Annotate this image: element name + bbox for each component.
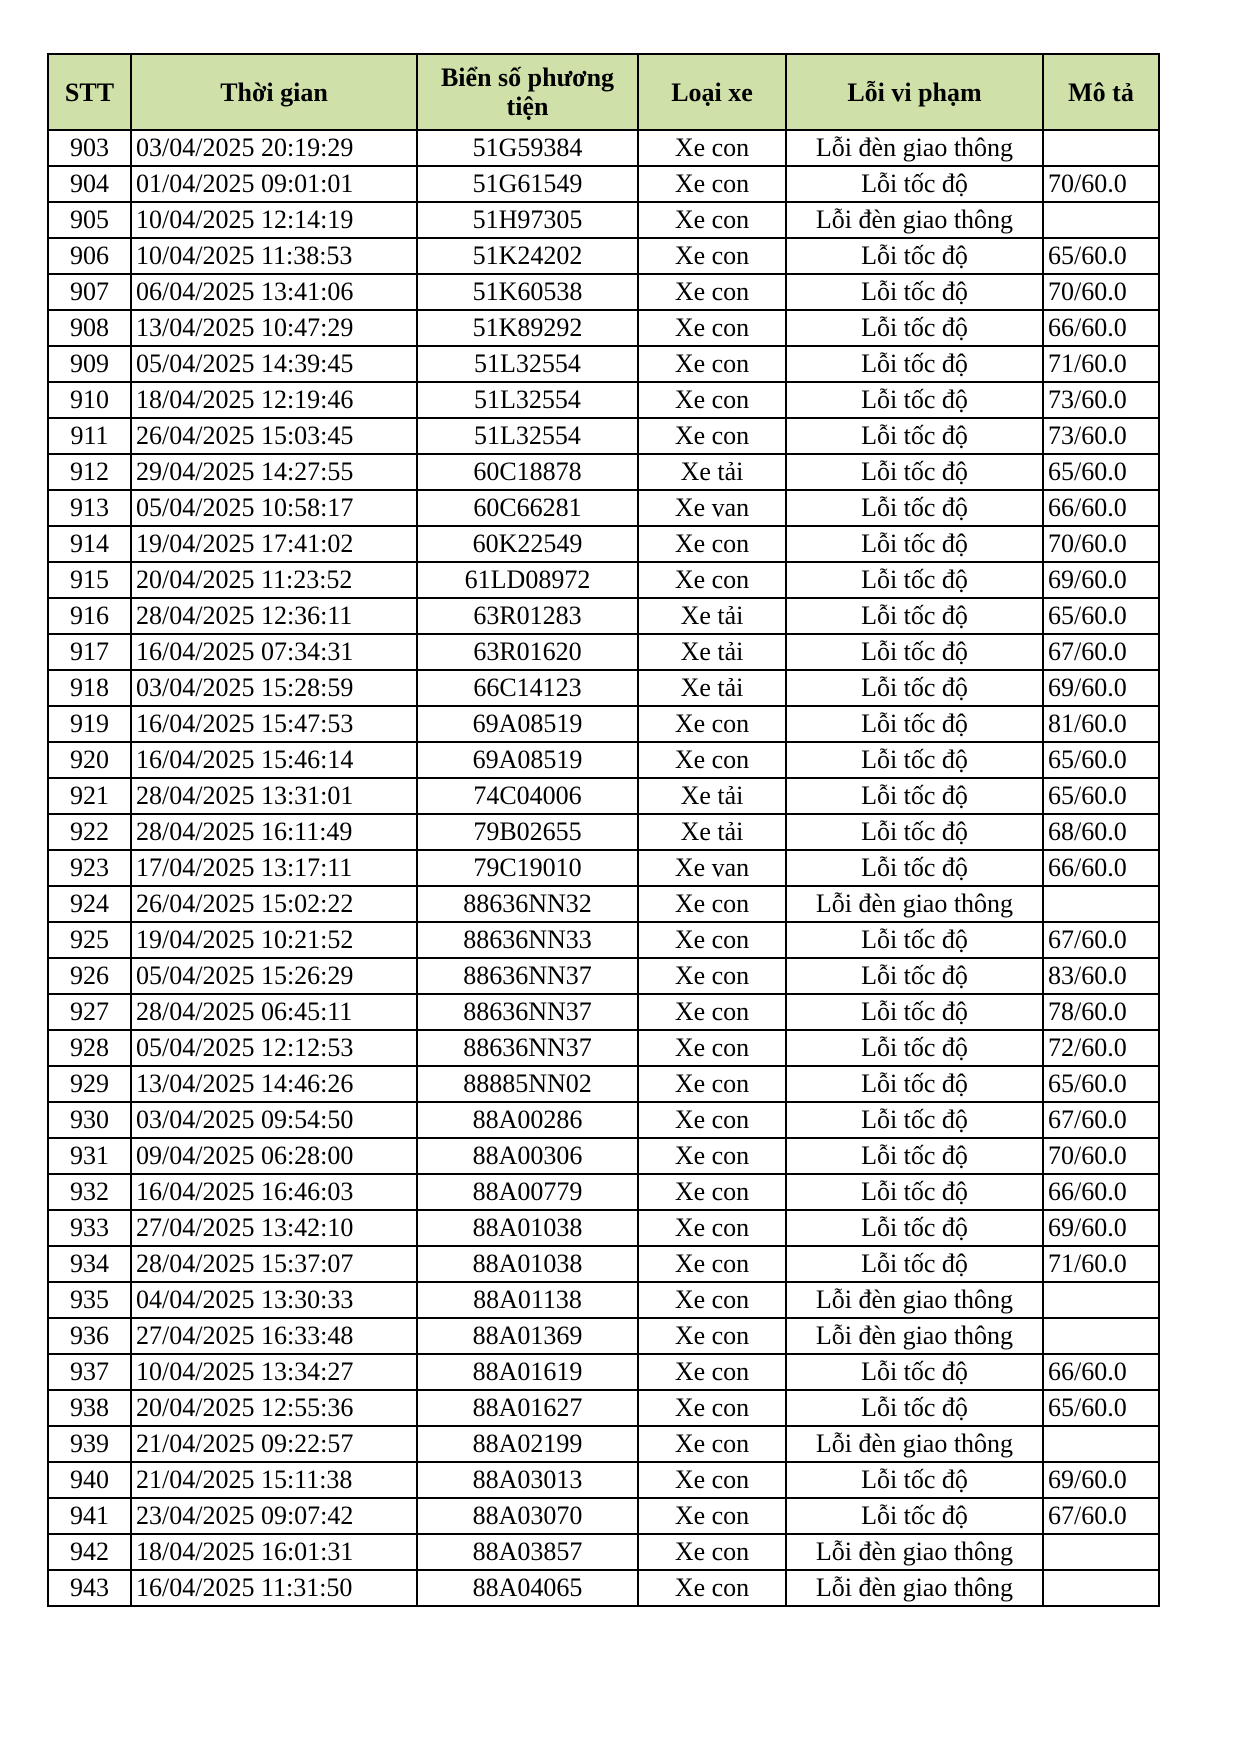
cell-violation: Lỗi tốc độ — [786, 1390, 1043, 1426]
table-row — [48, 238, 1159, 274]
cell-time: 20/04/2025 12:55:36 — [131, 1390, 417, 1426]
cell-violation: Lỗi tốc độ — [786, 562, 1043, 598]
cell-stt: 941 — [48, 1498, 131, 1534]
cell-stt: 917 — [48, 634, 131, 670]
cell-violation: Lỗi tốc độ — [786, 1066, 1043, 1102]
cell-time: 16/04/2025 15:47:53 — [131, 706, 417, 742]
cell-description: 69/60.0 — [1043, 1462, 1159, 1498]
cell-stt: 931 — [48, 1138, 131, 1174]
table-row — [48, 1210, 1159, 1246]
table-row — [48, 346, 1159, 382]
cell-violation: Lỗi tốc độ — [786, 634, 1043, 670]
table-row — [48, 1534, 1159, 1570]
cell-time: 03/04/2025 15:28:59 — [131, 670, 417, 706]
cell-description: 83/60.0 — [1043, 958, 1159, 994]
cell-vehicle-type: Xe con — [638, 274, 786, 310]
cell-time: 16/04/2025 11:31:50 — [131, 1570, 417, 1606]
cell-description: 78/60.0 — [1043, 994, 1159, 1030]
cell-plate: 51K24202 — [417, 238, 638, 274]
cell-violation: Lỗi tốc độ — [786, 1210, 1043, 1246]
cell-violation: Lỗi tốc độ — [786, 1138, 1043, 1174]
cell-plate: 88885NN02 — [417, 1066, 638, 1102]
cell-description: 65/60.0 — [1043, 778, 1159, 814]
table-row — [48, 850, 1159, 886]
cell-stt: 911 — [48, 418, 131, 454]
cell-plate: 88A02199 — [417, 1426, 638, 1462]
cell-time: 20/04/2025 11:23:52 — [131, 562, 417, 598]
table-row — [48, 130, 1159, 166]
cell-vehicle-type: Xe con — [638, 1354, 786, 1390]
cell-stt: 926 — [48, 958, 131, 994]
cell-violation: Lỗi tốc độ — [786, 1246, 1043, 1282]
cell-stt: 938 — [48, 1390, 131, 1426]
cell-vehicle-type: Xe tải — [638, 598, 786, 634]
cell-time: 17/04/2025 13:17:11 — [131, 850, 417, 886]
cell-violation: Lỗi tốc độ — [786, 526, 1043, 562]
cell-stt: 919 — [48, 706, 131, 742]
cell-vehicle-type: Xe con — [638, 526, 786, 562]
cell-description: 73/60.0 — [1043, 382, 1159, 418]
cell-time: 03/04/2025 09:54:50 — [131, 1102, 417, 1138]
cell-description: 67/60.0 — [1043, 634, 1159, 670]
table-row — [48, 670, 1159, 706]
cell-plate: 88A03070 — [417, 1498, 638, 1534]
cell-violation: Lỗi tốc độ — [786, 346, 1043, 382]
cell-stt: 908 — [48, 310, 131, 346]
violations-table — [47, 53, 1160, 1607]
cell-vehicle-type: Xe con — [638, 346, 786, 382]
cell-vehicle-type: Xe con — [638, 1534, 786, 1570]
cell-vehicle-type: Xe con — [638, 994, 786, 1030]
cell-vehicle-type: Xe tải — [638, 634, 786, 670]
cell-time: 28/04/2025 16:11:49 — [131, 814, 417, 850]
cell-description: 70/60.0 — [1043, 526, 1159, 562]
cell-stt: 936 — [48, 1318, 131, 1354]
cell-plate: 88A00286 — [417, 1102, 638, 1138]
cell-plate: 66C14123 — [417, 670, 638, 706]
table-header — [48, 54, 1159, 130]
cell-time: 03/04/2025 20:19:29 — [131, 130, 417, 166]
cell-stt: 928 — [48, 1030, 131, 1066]
cell-stt: 943 — [48, 1570, 131, 1606]
cell-violation: Lỗi tốc độ — [786, 1174, 1043, 1210]
cell-plate: 61LD08972 — [417, 562, 638, 598]
header-time: Thời gian — [131, 54, 417, 130]
cell-time: 05/04/2025 14:39:45 — [131, 346, 417, 382]
cell-description: 65/60.0 — [1043, 598, 1159, 634]
cell-violation: Lỗi tốc độ — [786, 418, 1043, 454]
cell-violation: Lỗi tốc độ — [786, 598, 1043, 634]
cell-description: 71/60.0 — [1043, 1246, 1159, 1282]
cell-vehicle-type: Xe con — [638, 1246, 786, 1282]
cell-vehicle-type: Xe con — [638, 562, 786, 598]
cell-stt: 934 — [48, 1246, 131, 1282]
cell-vehicle-type: Xe con — [638, 130, 786, 166]
cell-vehicle-type: Xe con — [638, 1462, 786, 1498]
cell-plate: 88A00306 — [417, 1138, 638, 1174]
cell-time: 19/04/2025 10:21:52 — [131, 922, 417, 958]
cell-description: 68/60.0 — [1043, 814, 1159, 850]
table-row — [48, 1138, 1159, 1174]
cell-violation: Lỗi tốc độ — [786, 1030, 1043, 1066]
cell-vehicle-type: Xe con — [638, 1318, 786, 1354]
cell-description: 67/60.0 — [1043, 922, 1159, 958]
cell-description: 70/60.0 — [1043, 274, 1159, 310]
cell-violation: Lỗi đèn giao thông — [786, 1534, 1043, 1570]
cell-stt: 932 — [48, 1174, 131, 1210]
cell-time: 13/04/2025 10:47:29 — [131, 310, 417, 346]
cell-stt: 925 — [48, 922, 131, 958]
cell-time: 28/04/2025 06:45:11 — [131, 994, 417, 1030]
table-row — [48, 814, 1159, 850]
table-row — [48, 1570, 1159, 1606]
cell-stt: 923 — [48, 850, 131, 886]
cell-stt: 915 — [48, 562, 131, 598]
table-row — [48, 1390, 1159, 1426]
table-row — [48, 1426, 1159, 1462]
cell-violation: Lỗi tốc độ — [786, 166, 1043, 202]
cell-time: 10/04/2025 12:14:19 — [131, 202, 417, 238]
cell-description — [1043, 886, 1159, 922]
cell-time: 23/04/2025 09:07:42 — [131, 1498, 417, 1534]
header-stt: STT — [48, 54, 131, 130]
cell-vehicle-type: Xe con — [638, 742, 786, 778]
cell-vehicle-type: Xe con — [638, 310, 786, 346]
cell-vehicle-type: Xe con — [638, 382, 786, 418]
cell-stt: 906 — [48, 238, 131, 274]
header-row — [48, 54, 1159, 130]
cell-description: 72/60.0 — [1043, 1030, 1159, 1066]
cell-stt: 912 — [48, 454, 131, 490]
cell-plate: 74C04006 — [417, 778, 638, 814]
cell-description: 66/60.0 — [1043, 1354, 1159, 1390]
cell-time: 18/04/2025 16:01:31 — [131, 1534, 417, 1570]
cell-plate: 69A08519 — [417, 742, 638, 778]
table-row — [48, 274, 1159, 310]
table-row — [48, 562, 1159, 598]
cell-vehicle-type: Xe con — [638, 1498, 786, 1534]
cell-time: 28/04/2025 15:37:07 — [131, 1246, 417, 1282]
cell-stt: 914 — [48, 526, 131, 562]
table-row — [48, 1174, 1159, 1210]
cell-description: 65/60.0 — [1043, 238, 1159, 274]
header-vehicle-type: Loại xe — [638, 54, 786, 130]
cell-time: 27/04/2025 13:42:10 — [131, 1210, 417, 1246]
cell-vehicle-type: Xe con — [638, 922, 786, 958]
cell-violation: Lỗi tốc độ — [786, 454, 1043, 490]
cell-stt: 910 — [48, 382, 131, 418]
cell-violation: Lỗi tốc độ — [786, 490, 1043, 526]
cell-plate: 79B02655 — [417, 814, 638, 850]
cell-stt: 933 — [48, 1210, 131, 1246]
cell-stt: 930 — [48, 1102, 131, 1138]
cell-violation: Lỗi tốc độ — [786, 778, 1043, 814]
cell-time: 09/04/2025 06:28:00 — [131, 1138, 417, 1174]
cell-time: 10/04/2025 13:34:27 — [131, 1354, 417, 1390]
cell-violation: Lỗi tốc độ — [786, 742, 1043, 778]
cell-stt: 916 — [48, 598, 131, 634]
cell-vehicle-type: Xe con — [638, 886, 786, 922]
cell-time: 19/04/2025 17:41:02 — [131, 526, 417, 562]
cell-plate: 88636NN37 — [417, 958, 638, 994]
cell-description — [1043, 1282, 1159, 1318]
table-row — [48, 418, 1159, 454]
table-row — [48, 382, 1159, 418]
cell-stt: 904 — [48, 166, 131, 202]
cell-vehicle-type: Xe con — [638, 1282, 786, 1318]
cell-plate: 88A01038 — [417, 1246, 638, 1282]
cell-stt: 929 — [48, 1066, 131, 1102]
cell-plate: 51K89292 — [417, 310, 638, 346]
cell-violation: Lỗi tốc độ — [786, 814, 1043, 850]
cell-violation: Lỗi tốc độ — [786, 274, 1043, 310]
cell-violation: Lỗi tốc độ — [786, 1354, 1043, 1390]
table-row — [48, 202, 1159, 238]
cell-vehicle-type: Xe con — [638, 1138, 786, 1174]
cell-plate: 51K60538 — [417, 274, 638, 310]
cell-stt: 924 — [48, 886, 131, 922]
cell-stt: 937 — [48, 1354, 131, 1390]
cell-vehicle-type: Xe van — [638, 490, 786, 526]
table-row — [48, 1462, 1159, 1498]
cell-plate: 79C19010 — [417, 850, 638, 886]
cell-plate: 88A01369 — [417, 1318, 638, 1354]
cell-violation: Lỗi tốc độ — [786, 1462, 1043, 1498]
table-row — [48, 742, 1159, 778]
cell-violation: Lỗi tốc độ — [786, 310, 1043, 346]
cell-vehicle-type: Xe tải — [638, 454, 786, 490]
table-row — [48, 922, 1159, 958]
cell-time: 16/04/2025 16:46:03 — [131, 1174, 417, 1210]
cell-stt: 935 — [48, 1282, 131, 1318]
cell-description: 67/60.0 — [1043, 1102, 1159, 1138]
cell-plate: 69A08519 — [417, 706, 638, 742]
cell-description: 66/60.0 — [1043, 490, 1159, 526]
cell-violation: Lỗi đèn giao thông — [786, 1426, 1043, 1462]
cell-time: 10/04/2025 11:38:53 — [131, 238, 417, 274]
cell-time: 16/04/2025 07:34:31 — [131, 634, 417, 670]
cell-stt: 903 — [48, 130, 131, 166]
cell-vehicle-type: Xe con — [638, 1390, 786, 1426]
table-row — [48, 454, 1159, 490]
cell-description: 73/60.0 — [1043, 418, 1159, 454]
table-row — [48, 310, 1159, 346]
cell-description: 65/60.0 — [1043, 1066, 1159, 1102]
cell-violation: Lỗi tốc độ — [786, 922, 1043, 958]
table-row — [48, 1102, 1159, 1138]
cell-plate: 60C18878 — [417, 454, 638, 490]
cell-violation: Lỗi đèn giao thông — [786, 202, 1043, 238]
cell-plate: 88636NN37 — [417, 1030, 638, 1066]
cell-description — [1043, 202, 1159, 238]
cell-violation: Lỗi tốc độ — [786, 382, 1043, 418]
cell-vehicle-type: Xe con — [638, 1426, 786, 1462]
table-row — [48, 886, 1159, 922]
table-row — [48, 1030, 1159, 1066]
cell-description: 65/60.0 — [1043, 742, 1159, 778]
cell-description — [1043, 1570, 1159, 1606]
cell-description: 70/60.0 — [1043, 166, 1159, 202]
cell-time: 28/04/2025 12:36:11 — [131, 598, 417, 634]
cell-time: 18/04/2025 12:19:46 — [131, 382, 417, 418]
table-row — [48, 598, 1159, 634]
cell-plate: 88A03013 — [417, 1462, 638, 1498]
cell-time: 05/04/2025 15:26:29 — [131, 958, 417, 994]
header-plate: Biển số phương tiện — [417, 54, 638, 130]
cell-vehicle-type: Xe con — [638, 166, 786, 202]
cell-time: 04/04/2025 13:30:33 — [131, 1282, 417, 1318]
cell-vehicle-type: Xe con — [638, 1030, 786, 1066]
cell-violation: Lỗi đèn giao thông — [786, 130, 1043, 166]
cell-time: 21/04/2025 15:11:38 — [131, 1462, 417, 1498]
cell-vehicle-type: Xe con — [638, 1102, 786, 1138]
cell-time: 05/04/2025 10:58:17 — [131, 490, 417, 526]
cell-violation: Lỗi đèn giao thông — [786, 1282, 1043, 1318]
cell-plate: 88636NN33 — [417, 922, 638, 958]
cell-time: 16/04/2025 15:46:14 — [131, 742, 417, 778]
cell-time: 01/04/2025 09:01:01 — [131, 166, 417, 202]
cell-description: 81/60.0 — [1043, 706, 1159, 742]
cell-vehicle-type: Xe con — [638, 1210, 786, 1246]
cell-violation: Lỗi tốc độ — [786, 670, 1043, 706]
cell-description: 66/60.0 — [1043, 1174, 1159, 1210]
cell-plate: 63R01620 — [417, 634, 638, 670]
cell-time: 26/04/2025 15:02:22 — [131, 886, 417, 922]
cell-vehicle-type: Xe con — [638, 1066, 786, 1102]
cell-description: 66/60.0 — [1043, 310, 1159, 346]
cell-time: 05/04/2025 12:12:53 — [131, 1030, 417, 1066]
cell-stt: 927 — [48, 994, 131, 1030]
cell-stt: 920 — [48, 742, 131, 778]
table-body — [48, 130, 1159, 1606]
cell-stt: 940 — [48, 1462, 131, 1498]
cell-vehicle-type: Xe con — [638, 1174, 786, 1210]
cell-description: 65/60.0 — [1043, 454, 1159, 490]
table-row — [48, 1066, 1159, 1102]
cell-stt: 907 — [48, 274, 131, 310]
table-row — [48, 994, 1159, 1030]
table-row — [48, 778, 1159, 814]
cell-description: 65/60.0 — [1043, 1390, 1159, 1426]
cell-plate: 88636NN32 — [417, 886, 638, 922]
violations-sheet — [47, 53, 1158, 1607]
cell-plate: 88636NN37 — [417, 994, 638, 1030]
cell-plate: 51G59384 — [417, 130, 638, 166]
cell-vehicle-type: Xe tải — [638, 814, 786, 850]
header-violation: Lỗi vi phạm — [786, 54, 1043, 130]
cell-time: 06/04/2025 13:41:06 — [131, 274, 417, 310]
cell-time: 29/04/2025 14:27:55 — [131, 454, 417, 490]
cell-violation: Lỗi tốc độ — [786, 1102, 1043, 1138]
cell-vehicle-type: Xe tải — [638, 670, 786, 706]
cell-stt: 905 — [48, 202, 131, 238]
cell-plate: 60K22549 — [417, 526, 638, 562]
cell-description — [1043, 1426, 1159, 1462]
cell-stt: 922 — [48, 814, 131, 850]
cell-time: 21/04/2025 09:22:57 — [131, 1426, 417, 1462]
table-row — [48, 1498, 1159, 1534]
cell-vehicle-type: Xe con — [638, 238, 786, 274]
cell-violation: Lỗi tốc độ — [786, 706, 1043, 742]
cell-stt: 939 — [48, 1426, 131, 1462]
cell-description: 69/60.0 — [1043, 1210, 1159, 1246]
cell-time: 13/04/2025 14:46:26 — [131, 1066, 417, 1102]
cell-time: 26/04/2025 15:03:45 — [131, 418, 417, 454]
cell-description: 69/60.0 — [1043, 670, 1159, 706]
cell-time: 27/04/2025 16:33:48 — [131, 1318, 417, 1354]
cell-violation: Lỗi tốc độ — [786, 238, 1043, 274]
cell-description: 70/60.0 — [1043, 1138, 1159, 1174]
cell-violation: Lỗi tốc độ — [786, 1498, 1043, 1534]
table-row — [48, 958, 1159, 994]
table-row — [48, 1246, 1159, 1282]
cell-vehicle-type: Xe van — [638, 850, 786, 886]
cell-plate: 51L32554 — [417, 418, 638, 454]
table-row — [48, 706, 1159, 742]
cell-description: 67/60.0 — [1043, 1498, 1159, 1534]
cell-plate: 51H97305 — [417, 202, 638, 238]
table-row — [48, 490, 1159, 526]
cell-plate: 60C66281 — [417, 490, 638, 526]
cell-plate: 88A01619 — [417, 1354, 638, 1390]
table-row — [48, 1354, 1159, 1390]
cell-description: 71/60.0 — [1043, 346, 1159, 382]
cell-stt: 909 — [48, 346, 131, 382]
cell-stt: 921 — [48, 778, 131, 814]
cell-plate: 88A01038 — [417, 1210, 638, 1246]
cell-description — [1043, 1318, 1159, 1354]
cell-vehicle-type: Xe con — [638, 1570, 786, 1606]
table-row — [48, 166, 1159, 202]
cell-violation: Lỗi tốc độ — [786, 958, 1043, 994]
table-row — [48, 1318, 1159, 1354]
cell-violation: Lỗi đèn giao thông — [786, 1318, 1043, 1354]
cell-plate: 63R01283 — [417, 598, 638, 634]
table-row — [48, 526, 1159, 562]
cell-vehicle-type: Xe con — [638, 418, 786, 454]
cell-plate: 51L32554 — [417, 346, 638, 382]
cell-stt: 942 — [48, 1534, 131, 1570]
cell-description: 69/60.0 — [1043, 562, 1159, 598]
cell-plate: 88A03857 — [417, 1534, 638, 1570]
cell-description: 66/60.0 — [1043, 850, 1159, 886]
header-description: Mô tả — [1043, 54, 1159, 130]
cell-plate: 51L32554 — [417, 382, 638, 418]
cell-violation: Lỗi tốc độ — [786, 994, 1043, 1030]
cell-plate: 88A01138 — [417, 1282, 638, 1318]
cell-vehicle-type: Xe tải — [638, 778, 786, 814]
cell-plate: 88A01627 — [417, 1390, 638, 1426]
cell-violation: Lỗi đèn giao thông — [786, 1570, 1043, 1606]
cell-stt: 918 — [48, 670, 131, 706]
cell-plate: 51G61549 — [417, 166, 638, 202]
cell-time: 28/04/2025 13:31:01 — [131, 778, 417, 814]
cell-plate: 88A04065 — [417, 1570, 638, 1606]
cell-vehicle-type: Xe con — [638, 202, 786, 238]
cell-stt: 913 — [48, 490, 131, 526]
cell-description — [1043, 1534, 1159, 1570]
table-row — [48, 1282, 1159, 1318]
cell-vehicle-type: Xe con — [638, 958, 786, 994]
cell-description — [1043, 130, 1159, 166]
cell-violation: Lỗi đèn giao thông — [786, 886, 1043, 922]
cell-plate: 88A00779 — [417, 1174, 638, 1210]
table-row — [48, 634, 1159, 670]
cell-vehicle-type: Xe con — [638, 706, 786, 742]
cell-violation: Lỗi tốc độ — [786, 850, 1043, 886]
